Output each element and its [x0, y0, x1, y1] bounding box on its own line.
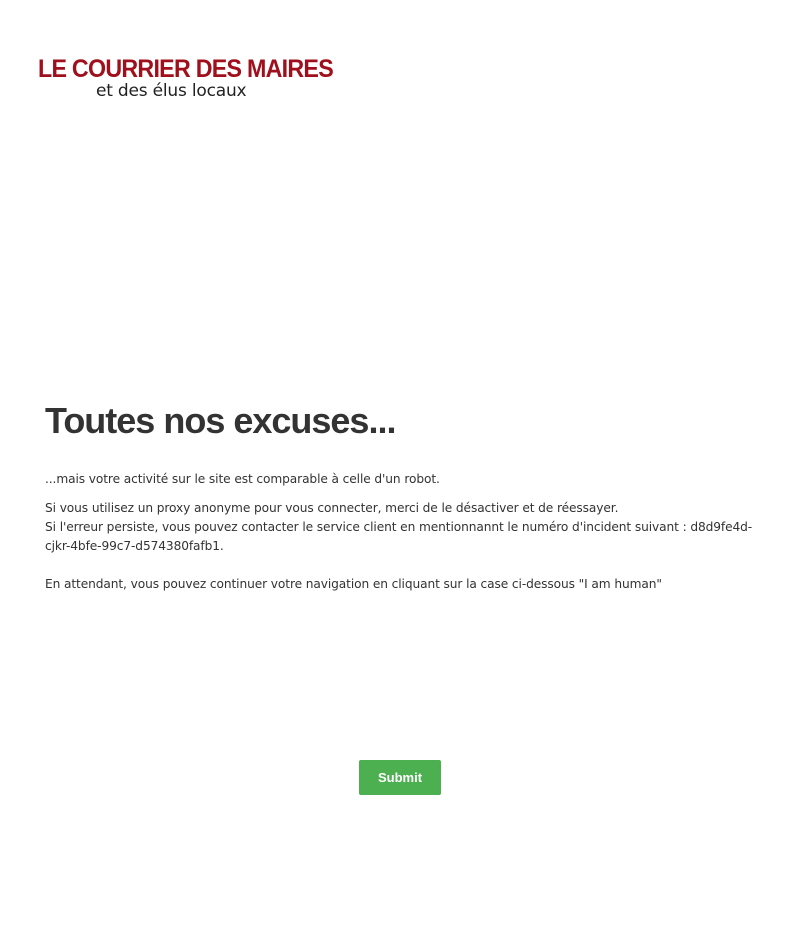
spacer	[45, 556, 765, 575]
main-content	[45, 398, 765, 594]
submit-button[interactable]: Submit	[359, 760, 441, 795]
incident-id-continuation: cjkr-4bfe-99c7-d574380fafb1.	[45, 539, 224, 553]
site-logo	[38, 55, 333, 101]
contact-instruction: Si l'erreur persiste, vous pouvez contacter le service client en mentionnannt le numéro d'incident suivant : d8d9fe4d-	[45, 520, 753, 534]
robot-activity-message: ...mais votre activité sur le site est comparable à celle d'un robot.	[45, 472, 440, 486]
page-title: Toutes nos excuses...	[45, 400, 396, 441]
continue-instruction: En attendant, vous pouvez continuer votre navigation en cliquant sur la case ci-dessous "I am human"	[45, 577, 662, 591]
logo-subtitle: et des élus locaux	[96, 81, 247, 101]
proxy-instruction: Si vous utilisez un proxy anonyme pour vous connecter, merci de le désactiver et de réessayer.	[45, 501, 619, 515]
instructions-block	[45, 499, 765, 594]
logo-title: LE COURRIER DES MAIRES	[38, 55, 333, 83]
